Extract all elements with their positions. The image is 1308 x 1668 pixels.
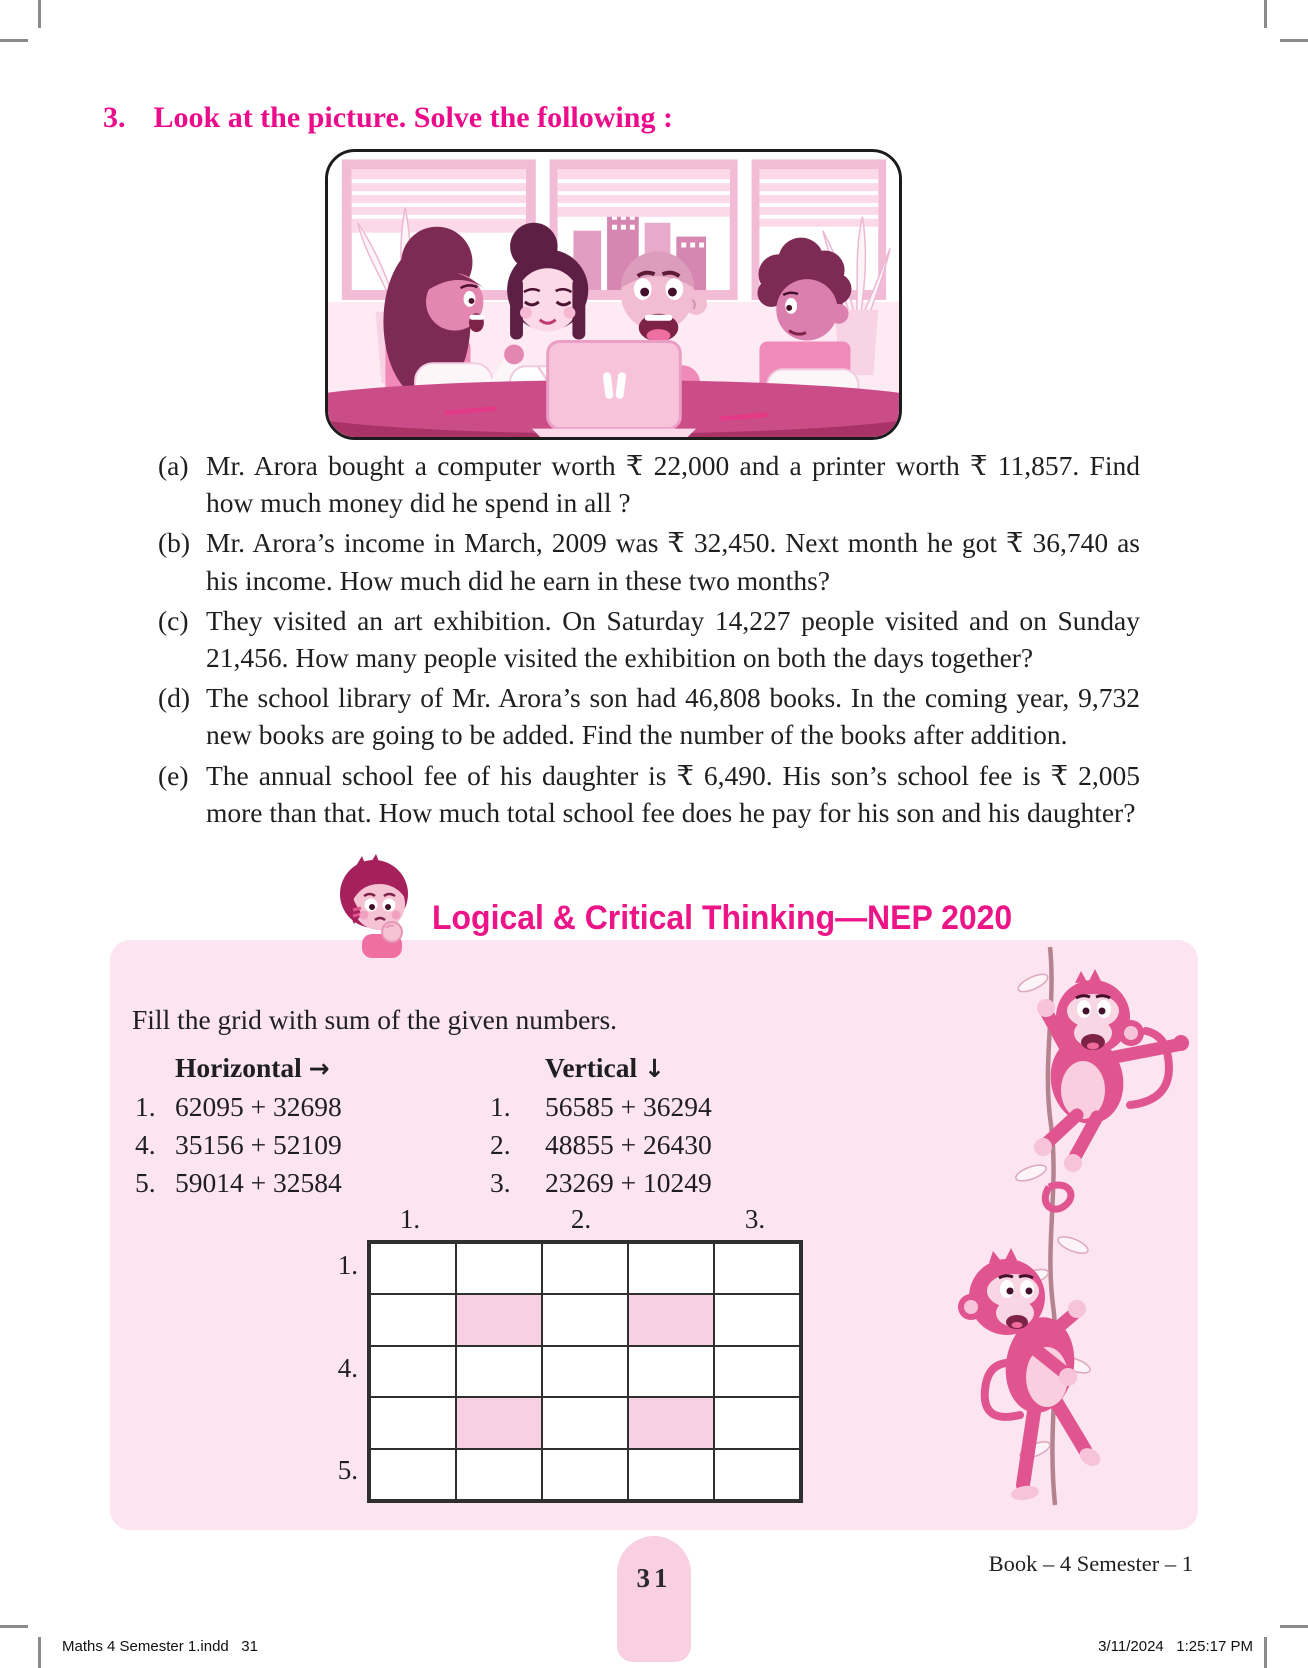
- crop-mark-top-right-v: [1264, 0, 1267, 28]
- exercise-title: Look at the picture. Solve the following :: [153, 101, 673, 134]
- horizontal-clues: [135, 1049, 342, 1202]
- grid-cell-r3c5[interactable]: [714, 1346, 800, 1397]
- vertical-clues: [490, 1049, 712, 1202]
- horizontal-label: Horizontal: [175, 1052, 302, 1083]
- grid-row-label-4: 4.: [337, 1353, 358, 1383]
- crop-mark-bottom-left-h: [0, 1625, 28, 1628]
- h-clue-1-num: 1.: [135, 1091, 156, 1122]
- crop-mark-top-left-v: [38, 0, 41, 28]
- grid-cell-r5c4[interactable]: [628, 1449, 714, 1500]
- question-b-text: Mr. Arora’s income in March, 2009 was ₹ 32,450. Next month he got ₹ 36,740 as his income. How much did he earn in these two months?: [206, 527, 1140, 596]
- grid-cell-r2c4[interactable]: [628, 1294, 714, 1345]
- v-clue-3-expr: 23269 + 10249: [545, 1167, 712, 1198]
- question-e-text: The annual school fee of his daughter is ₹ 6,490. His son’s school fee is ₹ 2,005 more than that. How much total school fee does he pay for his son and his daughter?: [206, 759, 1140, 828]
- grid-col-label-2: 2.: [570, 1204, 592, 1234]
- question-e-label: (e): [158, 759, 189, 791]
- grid-cell-r1c3[interactable]: [542, 1243, 628, 1294]
- thinking-girl-icon: [326, 854, 430, 958]
- question-b: [158, 524, 1140, 598]
- grid-cell-r5c5[interactable]: [714, 1449, 800, 1500]
- grid-cell-r2c1[interactable]: [370, 1294, 456, 1345]
- grid-row-label-5: 5.: [337, 1455, 358, 1485]
- grid-cell-r5c3[interactable]: [542, 1449, 628, 1500]
- v-clue-1: [490, 1088, 712, 1126]
- question-a: [158, 447, 1140, 521]
- grid-cell-r3c3[interactable]: [542, 1346, 628, 1397]
- grid-cell-r4c3[interactable]: [542, 1397, 628, 1448]
- vertical-label: Vertical: [545, 1052, 638, 1083]
- v-clue-2-num: 2.: [490, 1129, 511, 1160]
- question-d: [158, 679, 1140, 753]
- grid-cell-r1c1[interactable]: [370, 1243, 456, 1294]
- v-clue-3-num: 3.: [490, 1167, 511, 1198]
- crop-mark-bottom-left-v: [38, 1637, 41, 1668]
- question-c-text: They visited an art exhibition. On Saturday 14,227 people visited and on Sunday 21,456. How many people visited the exhibition on both the days together?: [206, 604, 1140, 674]
- print-timestamp: 3/11/2024 1:25:17 PM: [1098, 1638, 1253, 1655]
- grid-col-label-1: 1.: [399, 1204, 421, 1234]
- exercise-heading: [103, 101, 673, 135]
- activity-heading: Logical & Critical Thinking—NEP 2020: [432, 899, 1013, 937]
- question-d-label: (d): [158, 682, 191, 714]
- h-clue-4-num: 4.: [135, 1129, 156, 1160]
- exercise-number: 3.: [103, 101, 126, 134]
- book-label: Book – 4 Semester – 1: [988, 1551, 1193, 1576]
- h-clue-4: [135, 1126, 342, 1164]
- classroom-illustration: [328, 152, 899, 437]
- print-filename: Maths 4 Semester 1.indd 31: [62, 1638, 258, 1655]
- question-list: [158, 447, 1140, 834]
- h-clue-1-expr: 62095 + 32698: [175, 1091, 342, 1122]
- activity-instruction: Fill the grid with sum of the given numbers.: [132, 1004, 618, 1035]
- page-number-tab: [617, 1536, 691, 1662]
- monkey-lower-icon: [958, 1248, 1104, 1502]
- grid-cell-r3c4[interactable]: [628, 1346, 714, 1397]
- question-e: [158, 757, 1140, 831]
- question-a-label: (a): [158, 450, 189, 481]
- grid-row-label-1: 1.: [337, 1250, 358, 1280]
- grid-cell-r5c2[interactable]: [456, 1449, 542, 1500]
- grid-cell-r3c2[interactable]: [456, 1346, 542, 1397]
- grid-col-label-3: 3.: [744, 1204, 766, 1234]
- grid-cell-r5c1[interactable]: [370, 1449, 456, 1500]
- question-c-label: (c): [158, 604, 189, 636]
- question-b-label: (b): [158, 527, 191, 559]
- question-c: [158, 602, 1140, 676]
- down-arrow-icon: ↓: [644, 1054, 665, 1083]
- classroom-illustration-frame: [325, 149, 902, 440]
- grid-cell-r1c4[interactable]: [628, 1243, 714, 1294]
- h-clue-5-num: 5.: [135, 1167, 156, 1198]
- crop-mark-top-right-h: [1280, 39, 1308, 42]
- grid-cell-r4c5[interactable]: [714, 1397, 800, 1448]
- v-clue-1-num: 1.: [490, 1091, 511, 1122]
- grid-cell-r4c1[interactable]: [370, 1397, 456, 1448]
- grid-cell-r4c2[interactable]: [456, 1397, 542, 1448]
- page-number: 31: [636, 1563, 672, 1593]
- crop-mark-bottom-right-h: [1280, 1625, 1308, 1628]
- v-clue-1-expr: 56585 + 36294: [545, 1091, 712, 1122]
- grid-cell-r2c3[interactable]: [542, 1294, 628, 1345]
- question-a-text: Mr. Arora bought a computer worth ₹ 22,000 and a printer worth ₹ 11,857. Find how much money did he spend in all ?: [206, 450, 1140, 519]
- vertical-clues-header: [545, 1049, 712, 1088]
- monkeys-on-vine-illustration: [935, 945, 1195, 1520]
- laptop-icon: [532, 342, 696, 437]
- v-clue-2: [490, 1126, 712, 1164]
- grid-cell-r3c1[interactable]: [370, 1346, 456, 1397]
- grid-cell-r4c4[interactable]: [628, 1397, 714, 1448]
- h-clue-5-expr: 59014 + 32584: [175, 1167, 342, 1198]
- h-clue-5: [135, 1164, 342, 1202]
- v-clue-2-expr: 48855 + 26430: [545, 1129, 712, 1160]
- h-clue-4-expr: 35156 + 52109: [175, 1129, 342, 1160]
- crop-mark-bottom-right-v: [1264, 1637, 1267, 1668]
- horizontal-clues-header: [175, 1049, 342, 1088]
- sum-grid: [367, 1240, 803, 1503]
- right-arrow-icon: →: [308, 1054, 330, 1083]
- v-clue-3: [490, 1164, 712, 1202]
- grid-cell-r2c2[interactable]: [456, 1294, 542, 1345]
- monkey-upper-icon: [1034, 969, 1189, 1172]
- crop-mark-top-left-h: [0, 39, 28, 42]
- grid-cell-r2c5[interactable]: [714, 1294, 800, 1345]
- h-clue-1: [135, 1088, 342, 1126]
- grid-cell-r1c5[interactable]: [714, 1243, 800, 1294]
- question-d-text: The school library of Mr. Arora’s son had 46,808 books. In the coming year, 9,732 new books are going to be added. Find the number of the books after addition.: [206, 682, 1140, 751]
- grid-cell-r1c2[interactable]: [456, 1243, 542, 1294]
